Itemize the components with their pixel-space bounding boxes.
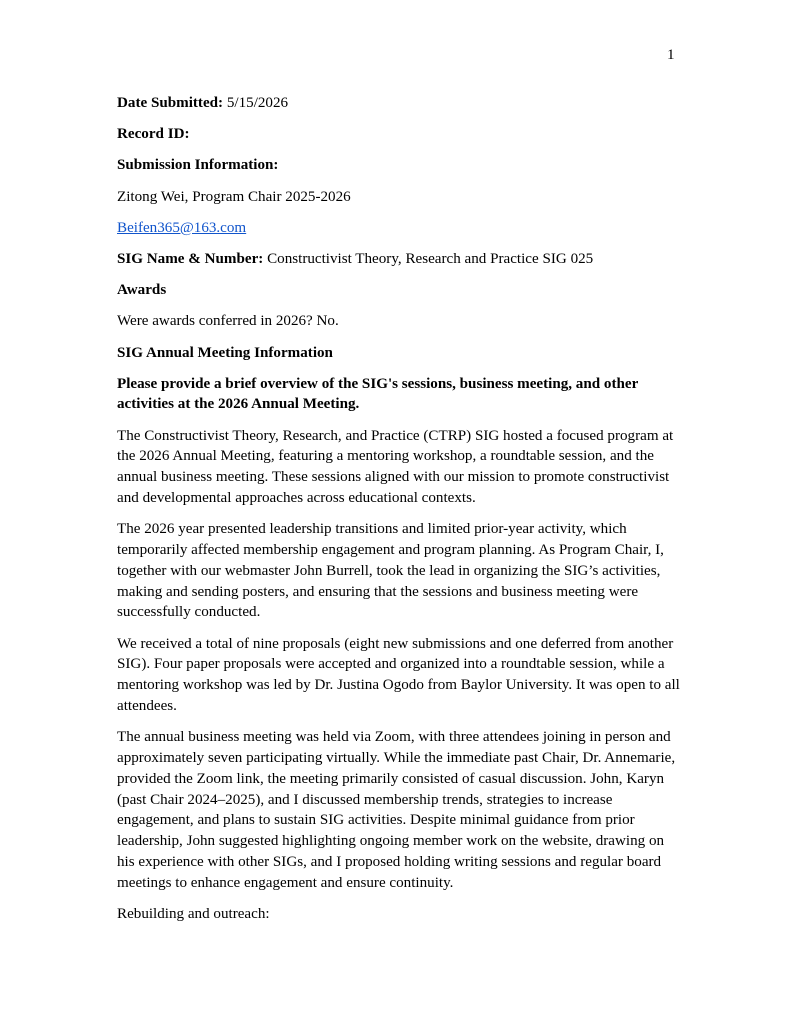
awards-text: Were awards conferred in 2026? No.: [117, 313, 339, 330]
email-line: [117, 218, 683, 239]
meeting-paragraph: We received a total of nine proposals (eight new submissions and one deferred from another SIG). Four paper proposals were accepted and organized into a roundtable session, while a mentoring workshop was led by Dr. Justina Ogodo from Baylor University. It was open to all attendees.: [117, 635, 680, 715]
meeting-paragraph: The annual business meeting was held via Zoom, with three attendees joining in person and approximately seven participating virtually. While the immediate past Chair, Dr. Annemarie, provided the Zoom link, the meeting primarily consisted of casual discussion. John, Karyn (past Chair 2024–2025), and I discussed membership trends, strategies to increase engagement, and plans to sustain SIG activities. Despite minimal guidance from prior leadership, John suggested highlighting ongoing member work on the website, drawing on his experience with other SIGs, and I proposed holding writing sessions and regular board meetings to enhance engagement and ensure continuity.: [117, 729, 676, 891]
meeting-paragraph: The Constructivist Theory, Research, and Practice (CTRP) SIG hosted a focused program at the 2026 Annual Meeting, featuring a mentoring workshop, a roundtable session, and the annual business meeting. These sessions aligned with our mission to promote constructivist and developmental approaches across educational contexts.: [117, 427, 674, 507]
sig-name-label: SIG Name & Number:: [117, 250, 264, 267]
date-submitted-label: Date Submitted:: [117, 95, 224, 111]
submission-info-label: Submission Information:: [117, 157, 279, 174]
sig-name-line: [117, 249, 683, 270]
date-submitted-value: 5/15/2026: [226, 95, 289, 111]
awards-heading: Awards: [117, 282, 167, 299]
record-id-label: Record ID:: [117, 126, 190, 143]
meeting-prompt: Please provide a brief overview of the SIG's sessions, business meeting, and other activities at the 2026 Annual Meeting.: [117, 375, 639, 413]
rebuilding-outreach-line: Rebuilding and outreach:: [117, 905, 270, 922]
page-number: 1: [667, 47, 675, 63]
submitter-line: Zitong Wei, Program Chair 2025-2026: [117, 188, 351, 205]
meeting-paragraph: The 2026 year presented leadership transitions and limited prior-year activity, which temporarily affected membership engagement and program planning. As Program Chair, I, together with our webmaster John Burrell, took the lead in organizing the SIG’s activities, making and sending posters, and ensuring that the sessions and business meeting were successfully conducted.: [117, 521, 664, 621]
meeting-heading: SIG Annual Meeting Information: [117, 344, 333, 361]
sig-name-value: Constructivist Theory, Research and Practice SIG 025: [267, 250, 594, 267]
record-id-line: [117, 124, 683, 145]
email-link[interactable]: Beifen365@163.com: [117, 219, 247, 236]
document-body: [117, 93, 683, 935]
submission-info-line: [117, 155, 683, 176]
date-submitted-line: [117, 93, 683, 114]
